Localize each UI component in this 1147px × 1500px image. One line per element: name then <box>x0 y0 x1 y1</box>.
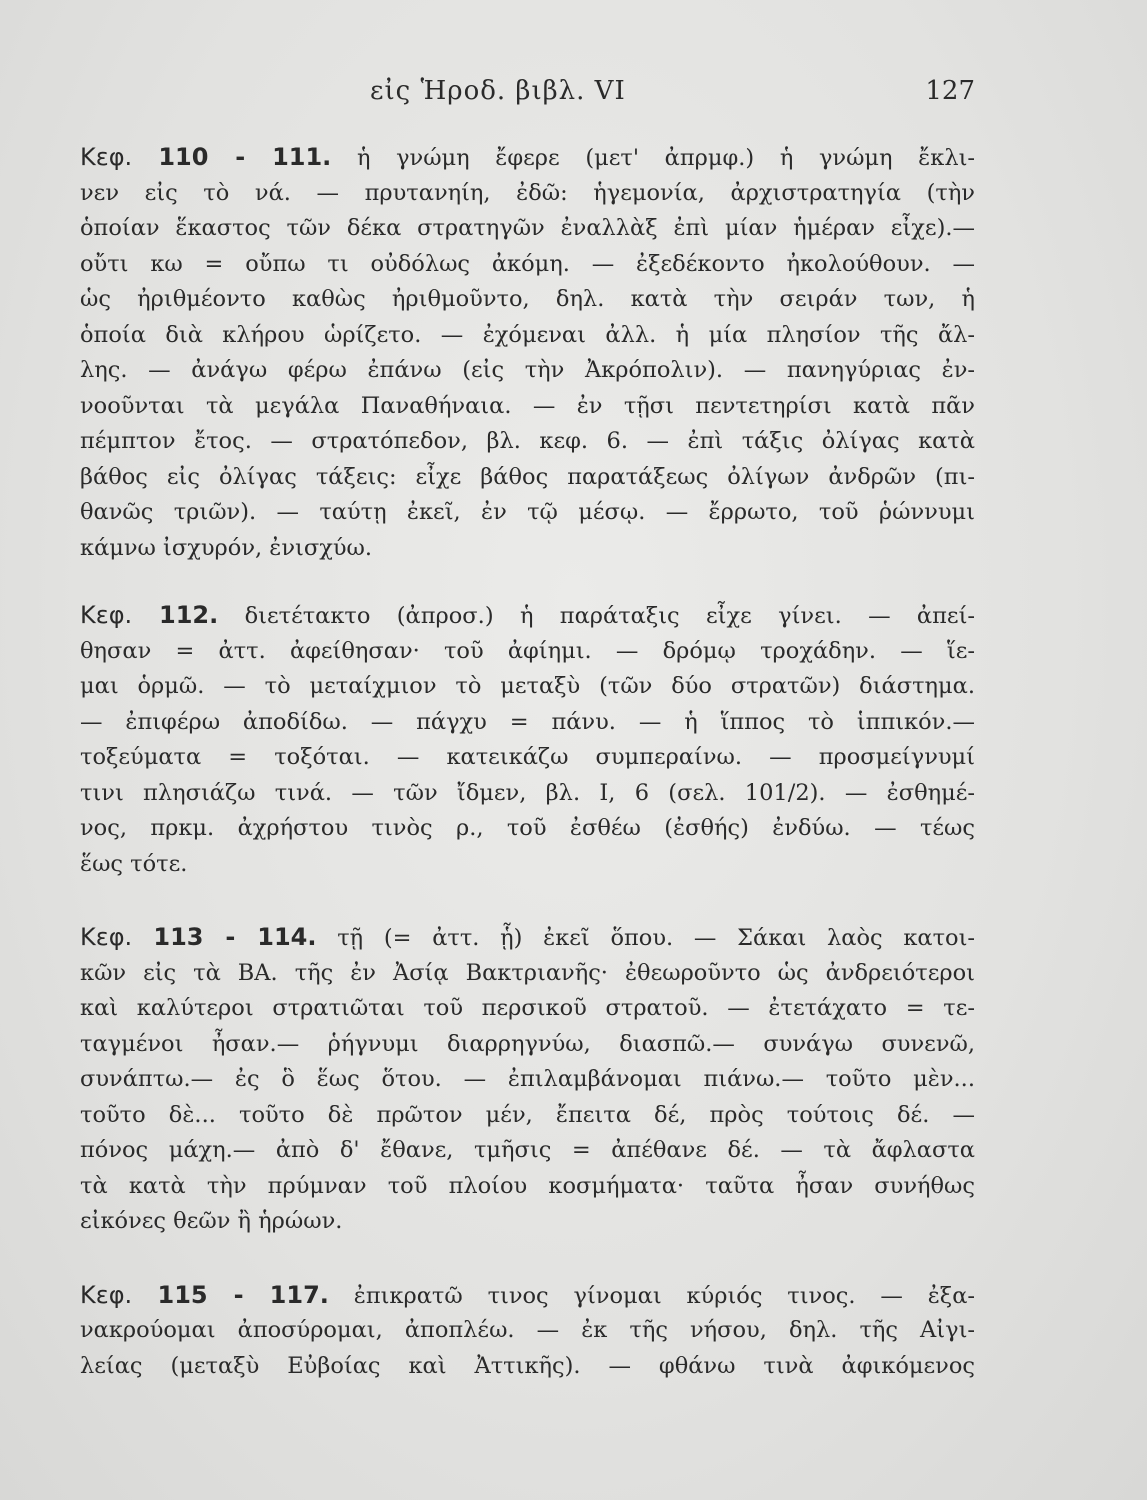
section-gap <box>80 1240 975 1278</box>
text-line: νος, πρκμ. ἀχρήστου τινὸς ρ., τοῦ ἐσθέω (ἐσθής) ἐνδύω. — τέως <box>80 815 975 841</box>
text-line: συνάπτω.— ἐς ὃ ἕως ὅτου. — ἐπιλαμβάνομαι πιάνω.— τοῦτο μὲν... <box>80 1066 975 1092</box>
section-110-111 <box>80 140 975 566</box>
section-gap <box>80 566 975 598</box>
page-number: 127 <box>925 76 975 106</box>
text-line: τινι πλησιάζω τινά. — τῶν ἴδμεν, βλ. I, 6 (σελ. 101/2). — ἐσθημέ- <box>80 779 975 806</box>
chapter-heading: Κεφ. 113 - 114. <box>80 923 317 951</box>
text-line: μαι ὁρμῶ. — τὸ μεταίχμιον τὸ μεταξὺ (τῶν δύο στρατῶν) διάστημα. <box>80 673 975 699</box>
text-line: — ἐπιφέρω ἀποδίδω. — πάγχυ = πάνυ. — ἡ ἵππος τὸ ἱππικόν.— <box>80 708 975 735</box>
text-line: ὁποίαν ἕκαστος τῶν δέκα στρατηγῶν ἐναλλὰξ ἐπὶ μίαν ἡμέραν εἶχε).— <box>80 215 975 241</box>
section-gap <box>80 882 975 920</box>
text-line: θανῶς τριῶν). — ταύτῃ ἐκεῖ, ἐν τῷ μέσῳ. — ἔρρωτο, τοῦ ῥώννυμι <box>80 499 975 525</box>
text-line: νεν εἰς τὸ νά. — πρυτανηίη, ἐδῶ: ἡγεμονία, ἀρχιστρατηγία (τὴν <box>80 179 975 206</box>
chapter-heading: Κεφ. 112. <box>80 601 219 629</box>
text-line: ταγμένοι ἦσαν.— ῥήγνυμι διαρρηγνύω, διασπῶ.— συνάγω συνενῶ, <box>80 1030 975 1057</box>
text-line: πέμπτον ἔτος. — στρατόπεδον, βλ. κεφ. 6. — ἐπὶ τάξις ὀλίγας κατὰ <box>80 428 975 454</box>
chapter-heading: Κεφ. 110 - 111. <box>80 143 332 171</box>
text-line: τοῦτο δὲ... τοῦτο δὲ πρῶτον μέν, ἔπειτα δέ, πρὸς τούτοις δέ. — <box>80 1101 975 1128</box>
text-line: λείας (μεταξὺ Εὐβοίας καὶ Ἀττικῆς). — φθάνω τινὰ ἀφικόμενος <box>80 1352 975 1379</box>
text-line: νακρούομαι ἀποσύρομαι, ἀποπλέω. — ἐκ τῆς νήσου, δηλ. τῆς Αἰγι- <box>80 1317 975 1343</box>
commentary-body <box>80 140 975 1384</box>
text-line: ὁποία διὰ κλήρου ὡρίζετο. — ἐχόμεναι ἀλλ. ἡ μία πλησίον τῆς ἄλ- <box>80 321 975 348</box>
text-line: τὰ κατὰ τὴν πρύμναν τοῦ πλοίου κοσμήματα· ταῦτα ἦσαν συνήθως <box>80 1172 975 1199</box>
text-line: πόνος μάχη.— ἀπὸ δ' ἔθανε, τμῆσις = ἀπέθανε δέ. — τὰ ἄφλαστα <box>80 1137 975 1163</box>
text-line: θησαν = ἀττ. ἀφείθησαν· τοῦ ἀφίημι. — δρόμῳ τροχάδην. — ἵε- <box>80 637 975 664</box>
text-line: Κεφ. 113 - 114. τῇ (= ἀττ. ᾗ) ἐκεῖ ὅπου. — Σάκαι λαὸς κατοι- <box>80 923 975 951</box>
text-line: Κεφ. 115 - 117. ἐπικρατῶ τινος γίνομαι κύριός τινος. — ἐξα- <box>80 1280 975 1309</box>
running-title: εἰς Ἡροδ. βιβλ. VI <box>370 76 626 106</box>
text-line: ἕως τότε. <box>80 850 188 877</box>
chapter-heading: Κεφ. 115 - 117. <box>80 1280 329 1309</box>
text-line: λης. — ἀνάγω φέρω ἐπάνω (εἰς τὴν Ἀκρόπολιν). — πανηγύριας ἐν- <box>80 357 975 383</box>
text-line: Κεφ. 110 - 111. ἡ γνώμη ἔφερε (μετ' ἀπρμφ.) ἡ γνώμη ἔκλι- <box>80 143 975 171</box>
text-line: καὶ καλύτεροι στρατιῶται τοῦ περσικοῦ στρατοῦ. — ἐτετάχατο = τε- <box>80 995 975 1021</box>
text-line: Κεφ. 112. διετέτακτο (ἀπροσ.) ἡ παράταξις εἶχε γίνει. — ἀπεί- <box>80 601 975 629</box>
running-head <box>80 76 975 116</box>
text-line: βάθος εἰς ὀλίγας τάξεις: εἶχε βάθος παρατάξεως ὀλίγων ἀνδρῶν (πι- <box>80 463 975 490</box>
text-line: εἰκόνες θεῶν ἢ ἡρώων. <box>80 1208 343 1234</box>
text-line: τοξεύματα = τοξόται. — κατεικάζω συμπεραίνω. — προσμείγνυμί <box>80 744 975 770</box>
text-line: ὡς ἠριθμέοντο καθὼς ἠριθμοῦντο, δηλ. κατὰ τὴν σειράν των, ἡ <box>80 286 975 312</box>
section-113-114 <box>80 920 975 1240</box>
text-line: νοοῦνται τὰ μεγάλα Παναθήναια. — ἐν τῇσι πεντετηρίσι κατὰ πᾶν <box>80 392 975 419</box>
text-line: κῶν εἰς τὰ ΒΑ. τῆς ἐν Ἀσίᾳ Βακτριανῆς· ἐθεωροῦντο ὡς ἀνδρειότεροι <box>80 959 975 986</box>
section-112 <box>80 598 975 882</box>
text-line: οὔτι κω = οὔπω τι οὐδόλως ἀκόμη. — ἐξεδέκοντο ἠκολούθουν. — <box>80 250 975 277</box>
text-line: κάμνω ἰσχυρόν, ἐνισχύω. <box>80 534 373 561</box>
section-115-117 <box>80 1278 975 1385</box>
